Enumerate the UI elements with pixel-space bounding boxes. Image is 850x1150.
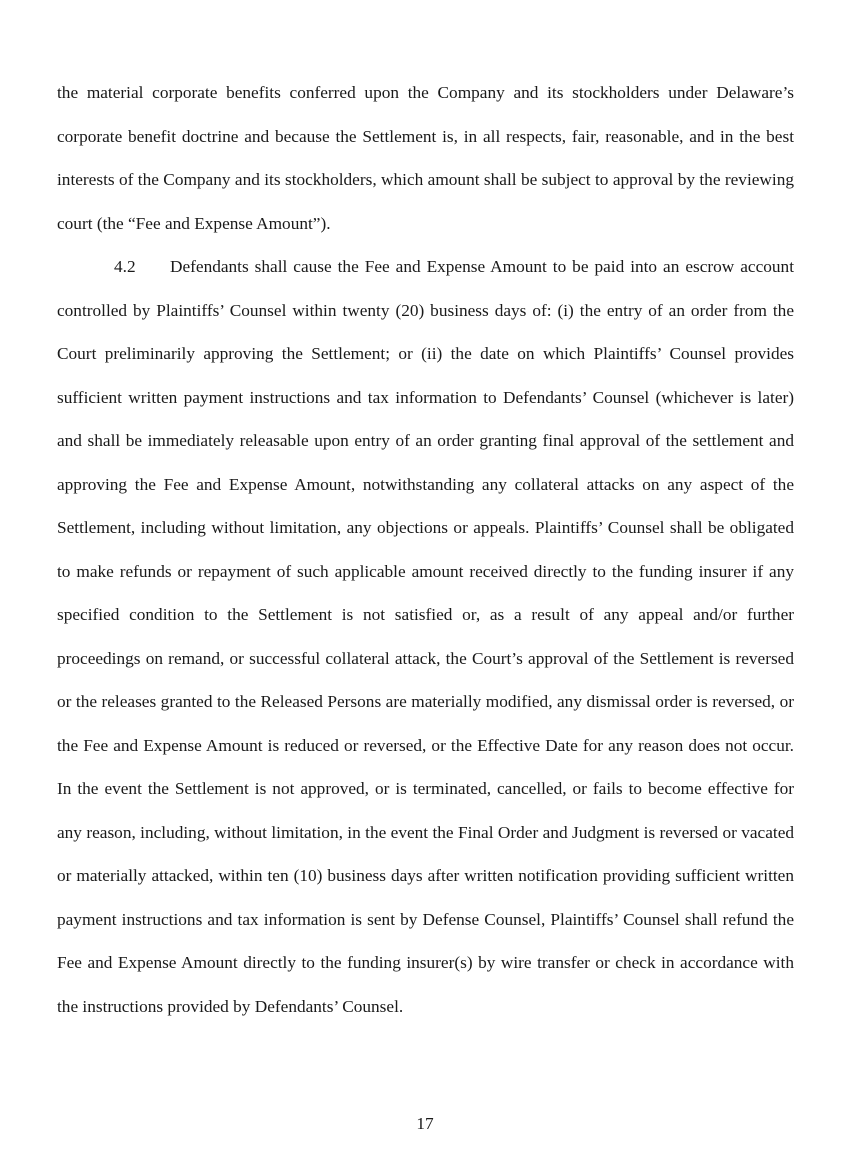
document-body: [57, 71, 794, 1028]
paragraph-continuation: [57, 71, 794, 245]
paragraph-number: 4.2: [114, 257, 136, 276]
paragraph-text: Defendants shall cause the Fee and Expense Amount to be paid into an escrow account controlled by Plaintiffs’ Counsel within twenty (20) business days of: (i) the entry of an order from the Court preliminarily approving the Settlement; or (ii) the date on which Plaintiffs’ Counsel provides sufficient written payment instructions and tax information to Defendants’ Counsel (whichever is later) and shall be immediately releasable upon entry of an order granting final approval of the settlement and approving the Fee and Expense Amount, notwithstanding any collateral attacks on any aspect of the Settlement, including without limitation, any objections or appeals. Plaintiffs’ Counsel shall be obligated to make refunds or repayment of such applicable amount received directly to the funding insurer if any specified condition to the Settlement is not satisfied or, as a result of any appeal and/or further proceedings on remand, or successful collateral attack, the Court’s approval of the Settlement is reversed or the releases granted to the Released Persons are materially modified, any dismissal order is reversed, or the Fee and Expense Amount is reduced or reversed, or the Effective Date for any reason does not occur. In the event the Settlement is not approved, or is terminated, cancelled, or fails to become effective for any reason, including, without limitation, in the event the Final Order and Judgment is reversed or vacated or materially attacked, within ten (10) business days after written notification providing sufficient written payment instructions and tax information is sent by Defense Counsel, Plaintiffs’ Counsel shall refund the Fee and Expense Amount directly to the funding insurer(s) by wire transfer or check in accordance with the instructions provided by Defendants’ Counsel.: [57, 257, 794, 1016]
paragraph-4-2: [57, 245, 794, 1028]
paragraph-text: the material corporate benefits conferred upon the Company and its stockholders under Delaware’s corporate benefit doctrine and because the Settlement is, in all respects, fair, reasonable, and in the best interests of the Company and its stockholders, which amount shall be subject to approval by the reviewing court (the “Fee and Expense Amount”).: [57, 83, 794, 233]
page-number: 17: [416, 1114, 434, 1133]
